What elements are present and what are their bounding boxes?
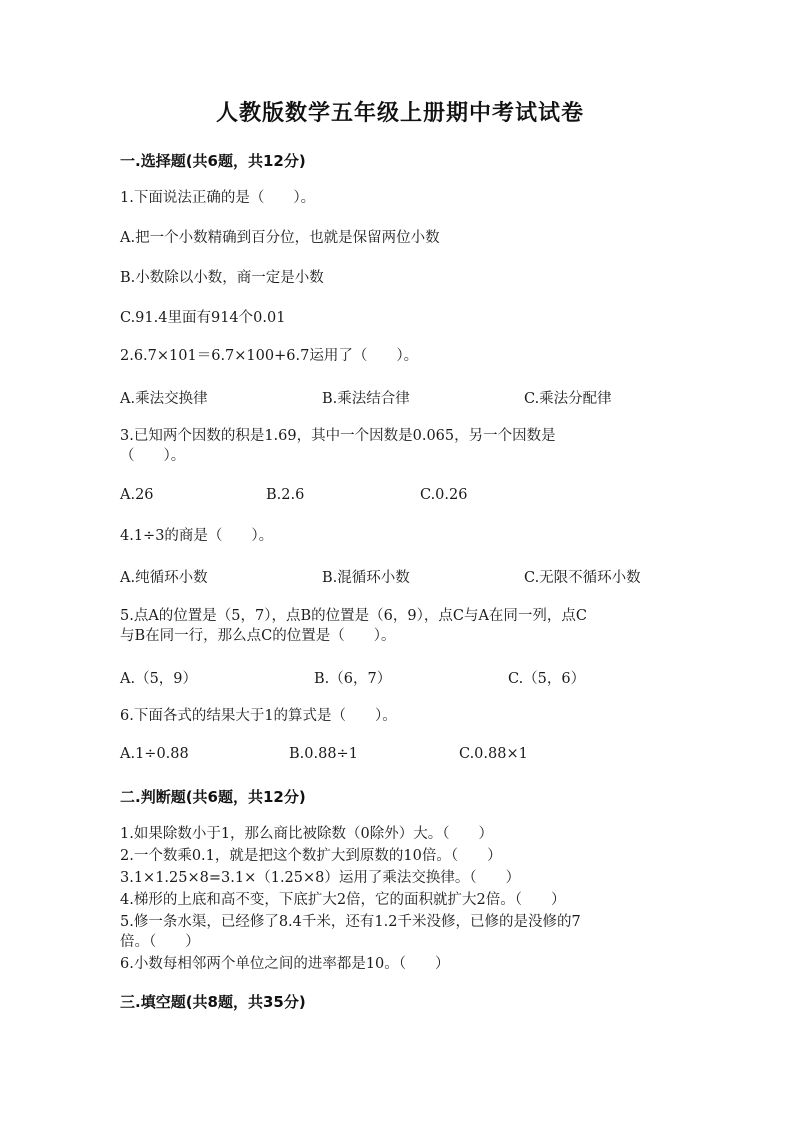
exam-title: 人教版数学五年级上册期中考试试卷	[215, 101, 584, 126]
question-2-option-b: B.乘法结合律	[322, 391, 410, 407]
question-6-stem: 6.下面各式的结果大于1的算式是（ ）。	[120, 708, 397, 724]
question-5-stem-line1: 5.点A的位置是（5，7），点B的位置是（6，9），点C与A在同一列，点C	[120, 608, 588, 624]
question-2-stem: 2.6.7×101＝6.7×100+6.7运用了（ ）。	[120, 348, 419, 364]
section-heading-true-false: 二.判断题(共6题，共12分)	[120, 788, 306, 806]
question-3-stem-line2: （ ）。	[120, 448, 186, 464]
question-4-option-c: C.无限不循环小数	[524, 570, 641, 586]
judge-item-4: 4.梯形的上底和高不变，下底扩大2倍，它的面积就扩大2倍。（ ）	[120, 892, 566, 908]
judge-item-1: 1.如果除数小于1，那么商比被除数（0除外）大。（ ）	[120, 826, 494, 842]
question-5-option-c: C.（5，6）	[508, 671, 586, 687]
question-4-option-a: A.纯循环小数	[120, 570, 208, 586]
judge-item-5-line1: 5.修一条水渠，已经修了8.4千米，还有1.2千米没修，已修的是没修的7	[120, 914, 581, 930]
section-heading-choice: 一.选择题(共6题，共12分)	[120, 152, 306, 170]
question-5-stem-line2: 与B在同一行，那么点C的位置是（ ）。	[120, 628, 396, 644]
judge-item-2: 2.一个数乘0.1，就是把这个数扩大到原数的10倍。（ ）	[120, 848, 502, 864]
question-6-option-c: C.0.88×1	[459, 746, 528, 762]
question-3-option-a: A.26	[120, 487, 154, 503]
question-5-option-b: B.（6，7）	[314, 671, 392, 687]
question-1-option-c: C.91.4里面有914个0.01	[120, 310, 286, 326]
question-5-option-a: A.（5，9）	[120, 671, 198, 687]
question-6-option-b: B.0.88÷1	[289, 746, 358, 762]
question-2-option-c: C.乘法分配律	[524, 391, 612, 407]
question-6-option-a: A.1÷0.88	[120, 746, 189, 762]
question-4-option-b: B.混循环小数	[322, 570, 410, 586]
question-3-stem-line1: 3.已知两个因数的积是1.69，其中一个因数是0.065，另一个因数是	[120, 428, 556, 444]
question-1-stem: 1.下面说法正确的是（ ）。	[120, 190, 316, 206]
question-1-option-a: A.把一个小数精确到百分位，也就是保留两位小数	[120, 230, 440, 246]
judge-item-6: 6.小数每相邻两个单位之间的进率都是10。（ ）	[120, 956, 450, 972]
section-heading-fill-blank: 三.填空题(共8题，共35分)	[120, 993, 306, 1011]
judge-item-5-line2: 倍。（ ）	[120, 934, 200, 950]
judge-item-3: 3.1×1.25×8=3.1×（1.25×8）运用了乘法交换律。（ ）	[120, 870, 521, 886]
question-4-stem: 4.1÷3的商是（ ）。	[120, 528, 274, 544]
question-3-option-c: C.0.26	[420, 487, 468, 503]
question-1-option-b: B.小数除以小数，商一定是小数	[120, 270, 324, 286]
question-2-option-a: A.乘法交换律	[120, 391, 208, 407]
question-3-option-b: B.2.6	[266, 487, 305, 503]
